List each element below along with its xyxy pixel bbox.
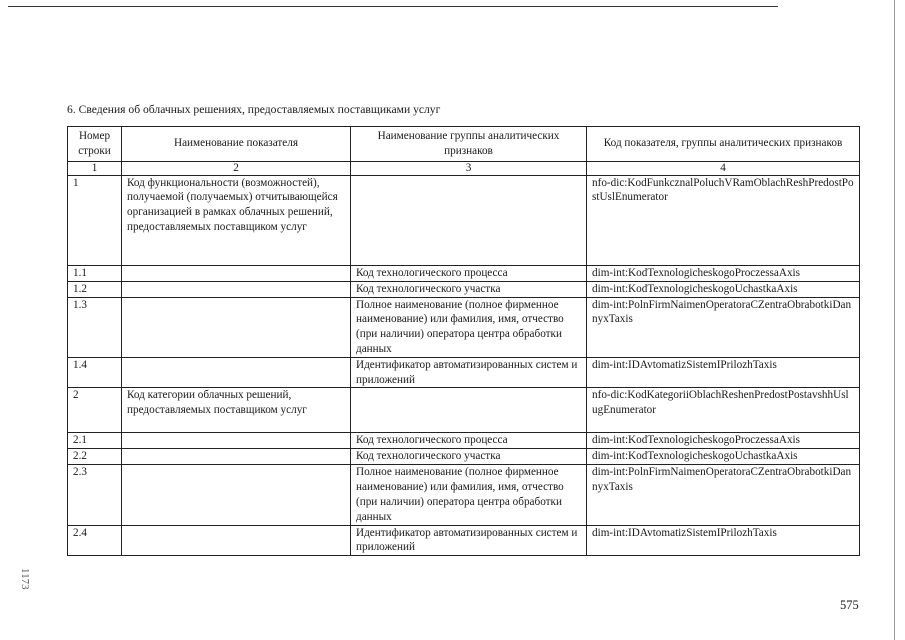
table-row <box>68 297 860 357</box>
group-name-cell <box>351 388 587 433</box>
group-name-cell: Полное наименование (полное фирменное наименование) или фамилия, имя, отчество (при наличии) оператора центра обработки данных <box>351 297 587 357</box>
indicator-name-cell <box>122 265 351 281</box>
indicator-code-cell: dim-int:PolnFirmNaimenOperatoraCZentraObrabotkiDannyxTaxis <box>587 465 860 525</box>
header-group-name: Наименование группы аналитических признаков <box>351 127 587 162</box>
indicator-name-cell <box>122 525 351 556</box>
group-name-cell: Идентификатор автоматизированных систем и приложений <box>351 525 587 556</box>
row-number-cell: 1.2 <box>68 281 122 297</box>
column-number: 3 <box>351 161 587 175</box>
column-number: 4 <box>587 161 860 175</box>
indicator-code-cell: dim-int:KodTexnologicheskogoProczessaAxis <box>587 265 860 281</box>
indicator-code-cell: dim-int:KodTexnologicheskogoUchastkaAxis <box>587 449 860 465</box>
indicator-name-cell <box>122 433 351 449</box>
group-name-cell: Код технологического участка <box>351 281 587 297</box>
indicator-code-cell: nfo-dic:KodKategoriiOblachReshenPredostPostavshhUslugEnumerator <box>587 388 860 433</box>
group-name-cell: Полное наименование (полное фирменное наименование) или фамилия, имя, отчество (при наличии) оператора центра обработки данных <box>351 465 587 525</box>
row-number-cell: 1.3 <box>68 297 122 357</box>
indicator-name-cell <box>122 357 351 388</box>
indicator-code-cell: dim-int:KodTexnologicheskogoProczessaAxis <box>587 433 860 449</box>
row-number-cell: 2.2 <box>68 449 122 465</box>
group-name-cell: Код технологического процесса <box>351 265 587 281</box>
column-number: 1 <box>68 161 122 175</box>
table-row <box>68 465 860 525</box>
table-row <box>68 281 860 297</box>
row-number-cell: 2.3 <box>68 465 122 525</box>
table-row <box>68 525 860 556</box>
header-indicator-name: Наименование показателя <box>122 127 351 162</box>
table-row <box>68 433 860 449</box>
section-title: 6. Сведения об облачных решениях, предоставляемых поставщиками услуг <box>67 103 441 116</box>
column-number-row <box>68 161 860 175</box>
group-name-cell: Идентификатор автоматизированных систем и приложений <box>351 357 587 388</box>
table-row <box>68 175 860 265</box>
row-number-cell: 2.4 <box>68 525 122 556</box>
indicator-name-cell: Код функциональности (возможностей), получаемой (получаемых) отчитывающейся организацией в рамках облачных решений, предоставляемых поставщиком услуг <box>122 175 351 265</box>
table-row <box>68 357 860 388</box>
indicator-code-cell: dim-int:PolnFirmNaimenOperatoraCZentraObrabotkiDannyxTaxis <box>587 297 860 357</box>
indicator-name-cell <box>122 465 351 525</box>
row-number-cell: 2 <box>68 388 122 433</box>
indicator-name-cell: Код категории облачных решений, предоставляемых поставщиком услуг <box>122 388 351 433</box>
indicator-name-cell <box>122 449 351 465</box>
indicator-name-cell <box>122 281 351 297</box>
row-number-cell: 1 <box>68 175 122 265</box>
row-number-cell: 2.1 <box>68 433 122 449</box>
group-name-cell: Код технологического процесса <box>351 433 587 449</box>
indicator-code-cell: dim-int:KodTexnologicheskogoUchastkaAxis <box>587 281 860 297</box>
column-number: 2 <box>122 161 351 175</box>
header-code: Код показателя, группы аналитических признаков <box>587 127 860 162</box>
top-rule <box>8 6 778 7</box>
table-header-row <box>68 127 860 162</box>
table-body <box>68 175 860 556</box>
page-edge <box>894 0 895 640</box>
group-name-cell: Код технологического участка <box>351 449 587 465</box>
row-number-cell: 1.4 <box>68 357 122 388</box>
indicator-code-cell: nfo-dic:KodFunkcznalPoluchVRamOblachReshPredostPostUslEnumerator <box>587 175 860 265</box>
indicator-table <box>67 126 860 556</box>
table-row <box>68 265 860 281</box>
header-row-number: Номер строки <box>68 127 122 162</box>
table-row <box>68 388 860 433</box>
group-name-cell <box>351 175 587 265</box>
margin-stamp: 1173 <box>19 568 31 590</box>
page-number: 575 <box>840 598 859 612</box>
indicator-name-cell <box>122 297 351 357</box>
indicator-code-cell: dim-int:IDAvtomatizSistemIPrilozhTaxis <box>587 525 860 556</box>
indicator-code-cell: dim-int:IDAvtomatizSistemIPrilozhTaxis <box>587 357 860 388</box>
row-number-cell: 1.1 <box>68 265 122 281</box>
table-row <box>68 449 860 465</box>
